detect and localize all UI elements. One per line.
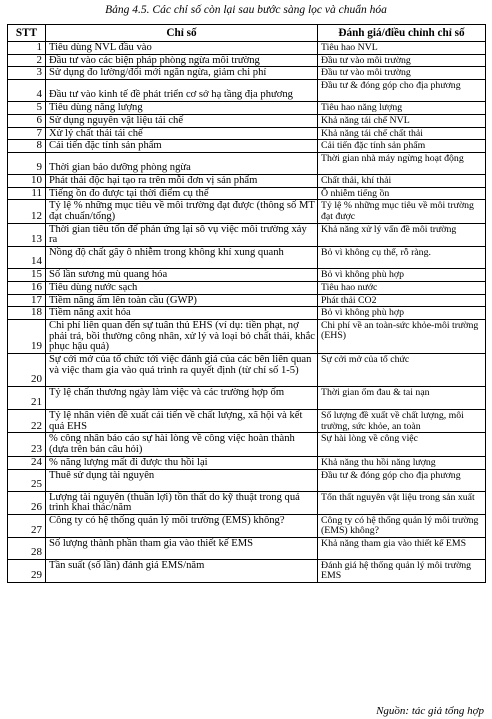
row-indicator: Chi phí liên quan đến sự tuân thủ EHS (ví dụ: tiền phạt, nợ phải trả, bồi thường công nhân, xử lý và loại bỏ chất thải, khắc phục hậu quả) [46, 319, 318, 353]
row-adjustment: Cải tiến đặc tính sản phẩm [318, 140, 486, 153]
row-stt: 25 [8, 469, 46, 491]
row-adjustment: Phát thải CO2 [318, 294, 486, 307]
row-stt: 18 [8, 307, 46, 320]
table-row [8, 433, 486, 456]
row-adjustment: Đầu tư vào môi trường [318, 54, 486, 67]
row-indicator: Thời gian bảo dưỡng phòng ngừa [46, 152, 318, 174]
row-stt: 22 [8, 410, 46, 433]
row-indicator: Thời gian tiêu tốn để phản ứng lại sô vụ việc môi trường xảy ra [46, 223, 318, 246]
row-stt: 23 [8, 433, 46, 456]
row-stt: 4 [8, 80, 46, 102]
row-stt: 17 [8, 294, 46, 307]
row-indicator: Sử dụng nguyên vật liệu tái chế [46, 114, 318, 127]
table-row [8, 152, 486, 174]
row-adjustment: Ô nhiễm tiếng ồn [318, 187, 486, 200]
table-row [8, 200, 486, 223]
row-adjustment: Đầu tư & đóng góp cho địa phương [318, 469, 486, 491]
row-indicator: % năng lượng mất đi được thu hồi lại [46, 456, 318, 469]
row-indicator: % công nhân báo cáo sự hài lòng về công việc hoàn thành (dựa trên bản câu hỏi) [46, 433, 318, 456]
row-adjustment: Chi phí về an toàn-sức khỏe-môi trường (EHS) [318, 319, 486, 353]
row-adjustment: Tiêu hao nước [318, 281, 486, 294]
row-adjustment: Đầu tư & đóng góp cho địa phương [318, 80, 486, 102]
table-row [8, 80, 486, 102]
row-indicator: Số lượng thành phần tham gia vào thiết kế EMS [46, 537, 318, 559]
row-stt: 21 [8, 387, 46, 410]
row-indicator: Đầu tư vào các biện pháp phòng ngừa môi trường [46, 54, 318, 67]
row-indicator: Lượng tài nguyên (thuần lợi) tồn thất do kỹ thuật trong quá trình khai thác/năm [46, 491, 318, 514]
row-adjustment: Khả năng tham gia vào thiết kế EMS [318, 537, 486, 559]
table-row [8, 54, 486, 67]
header-stt: STT [8, 25, 46, 42]
table-row [8, 410, 486, 433]
table-row [8, 319, 486, 353]
row-indicator: Thuê sử dụng tài nguyên [46, 469, 318, 491]
table-row [8, 294, 486, 307]
row-indicator: Tiêu dùng NVL đầu vào [46, 42, 318, 55]
row-indicator: Số lần sương mù quang hóa [46, 269, 318, 282]
row-stt: 16 [8, 281, 46, 294]
row-adjustment: Công ty có hệ thống quản lý môi trường (EMS) không? [318, 514, 486, 537]
table-row [8, 140, 486, 153]
row-stt: 10 [8, 174, 46, 187]
row-adjustment: Sự cởi mở của tổ chức [318, 354, 486, 387]
row-stt: 7 [8, 127, 46, 140]
row-stt: 12 [8, 200, 46, 223]
row-indicator: Sự cởi mở của tổ chức tới việc đánh giá của các bên liên quan và việc tham gia vào quá trình ra quyết định (từ chỉ số 1-5) [46, 354, 318, 387]
row-indicator: Tiềm năng axit hóa [46, 307, 318, 320]
table-row [8, 114, 486, 127]
table-row [8, 269, 486, 282]
table-row [8, 223, 486, 246]
table-header-row [8, 25, 486, 42]
indicator-table [7, 24, 486, 583]
row-stt: 29 [8, 559, 46, 582]
row-indicator: Tỷ lệ % những mục tiêu về môi trường đạt được (thông số MT đạt chuẩn/tổng) [46, 200, 318, 223]
source-note: Nguồn: tác giả tổng hợp [376, 705, 484, 717]
row-adjustment: Đánh giá hệ thống quản lý môi trường EMS [318, 559, 486, 582]
row-indicator: Tiềm năng ấm lên toàn cầu (GWP) [46, 294, 318, 307]
row-adjustment: Tỷ lệ % những mục tiêu về môi trường đạt được [318, 200, 486, 223]
row-indicator: Tần suất (số lần) đánh giá EMS/năm [46, 559, 318, 582]
table-row [8, 42, 486, 55]
row-stt: 11 [8, 187, 46, 200]
row-stt: 27 [8, 514, 46, 537]
row-adjustment: Tiêu hao NVL [318, 42, 486, 55]
row-adjustment: Khả năng thu hồi năng lượng [318, 456, 486, 469]
row-stt: 24 [8, 456, 46, 469]
row-adjustment: Số lượng đề xuất về chất lượng, môi trường, sức khỏe, an toàn [318, 410, 486, 433]
row-adjustment: Khả năng tái chế NVL [318, 114, 486, 127]
table-row [8, 281, 486, 294]
row-adjustment: Sự hài lòng về công việc [318, 433, 486, 456]
row-adjustment: Bỏ vì không phù hợp [318, 307, 486, 320]
row-indicator: Công ty có hệ thống quản lý môi trường (EMS) không? [46, 514, 318, 537]
row-stt: 20 [8, 354, 46, 387]
table-row [8, 387, 486, 410]
table-row [8, 537, 486, 559]
table-row [8, 354, 486, 387]
table-row [8, 187, 486, 200]
row-indicator: Tiếng ồn đo được tại thời điểm cụ thể [46, 187, 318, 200]
row-stt: 26 [8, 491, 46, 514]
row-stt: 15 [8, 269, 46, 282]
table-row [8, 491, 486, 514]
row-stt: 19 [8, 319, 46, 353]
table-row [8, 307, 486, 320]
row-indicator: Tiêu dùng năng lượng [46, 102, 318, 115]
table-row [8, 456, 486, 469]
row-adjustment: Khả năng tái chế chất thải [318, 127, 486, 140]
row-indicator: Cải tiến đặc tính sản phẩm [46, 140, 318, 153]
row-indicator: Nồng độ chất gây ô nhiễm trong không khí xung quanh [46, 247, 318, 269]
row-stt: 28 [8, 537, 46, 559]
table-row [8, 559, 486, 582]
table-body [8, 42, 486, 583]
row-adjustment: Khả năng xử lý vấn đề môi trường [318, 223, 486, 246]
row-adjustment: Tiêu hao năng lượng [318, 102, 486, 115]
row-indicator: Tỷ lệ chấn thương ngày làm việc và các trường hợp ốm [46, 387, 318, 410]
row-stt: 14 [8, 247, 46, 269]
row-stt: 9 [8, 152, 46, 174]
table-row [8, 247, 486, 269]
row-stt: 1 [8, 42, 46, 55]
row-indicator: Sử dụng đo lường/đổi mới ngăn ngừa, giảm chi phí [46, 67, 318, 80]
row-adjustment: Thời gian ốm đau & tai nạn [318, 387, 486, 410]
table-row [8, 67, 486, 80]
row-adjustment: Chất thải, khí thải [318, 174, 486, 187]
row-stt: 6 [8, 114, 46, 127]
row-stt: 8 [8, 140, 46, 153]
header-indicator: Chỉ số [46, 25, 318, 42]
table-caption: Bảng 4.5. Các chỉ số còn lại sau bước sàng lọc và chuẩn hóa [105, 4, 387, 16]
row-adjustment: Bỏ vì không cụ thể, rỗ ràng. [318, 247, 486, 269]
row-indicator: Tiêu dùng nước sạch [46, 281, 318, 294]
row-stt: 13 [8, 223, 46, 246]
row-adjustment: Đầu tư vào môi trường [318, 67, 486, 80]
table-row [8, 514, 486, 537]
row-stt: 5 [8, 102, 46, 115]
row-adjustment: Tổn thất nguyên vật liệu trong sản xuất [318, 491, 486, 514]
row-stt: 3 [8, 67, 46, 80]
row-indicator: Tỷ lệ nhân viên đề xuất cải tiến về chất lượng, xã hội và kết quả EHS [46, 410, 318, 433]
table-row [8, 127, 486, 140]
row-indicator: Xử lý chất thải tái chế [46, 127, 318, 140]
header-adjustment: Đánh giá/điều chỉnh chỉ số [318, 25, 486, 42]
table-row [8, 174, 486, 187]
row-adjustment: Thời gian nhà máy ngừng hoạt động [318, 152, 486, 174]
row-stt: 2 [8, 54, 46, 67]
table-row [8, 102, 486, 115]
row-indicator: Đầu tư vào kinh tế đề phát triển cơ sở hạ tầng địa phương [46, 80, 318, 102]
row-indicator: Phát thải độc hại tạo ra trên mỗi đơn vị sản phẩm [46, 174, 318, 187]
table-row [8, 469, 486, 491]
row-adjustment: Bỏ vì không phù hợp [318, 269, 486, 282]
